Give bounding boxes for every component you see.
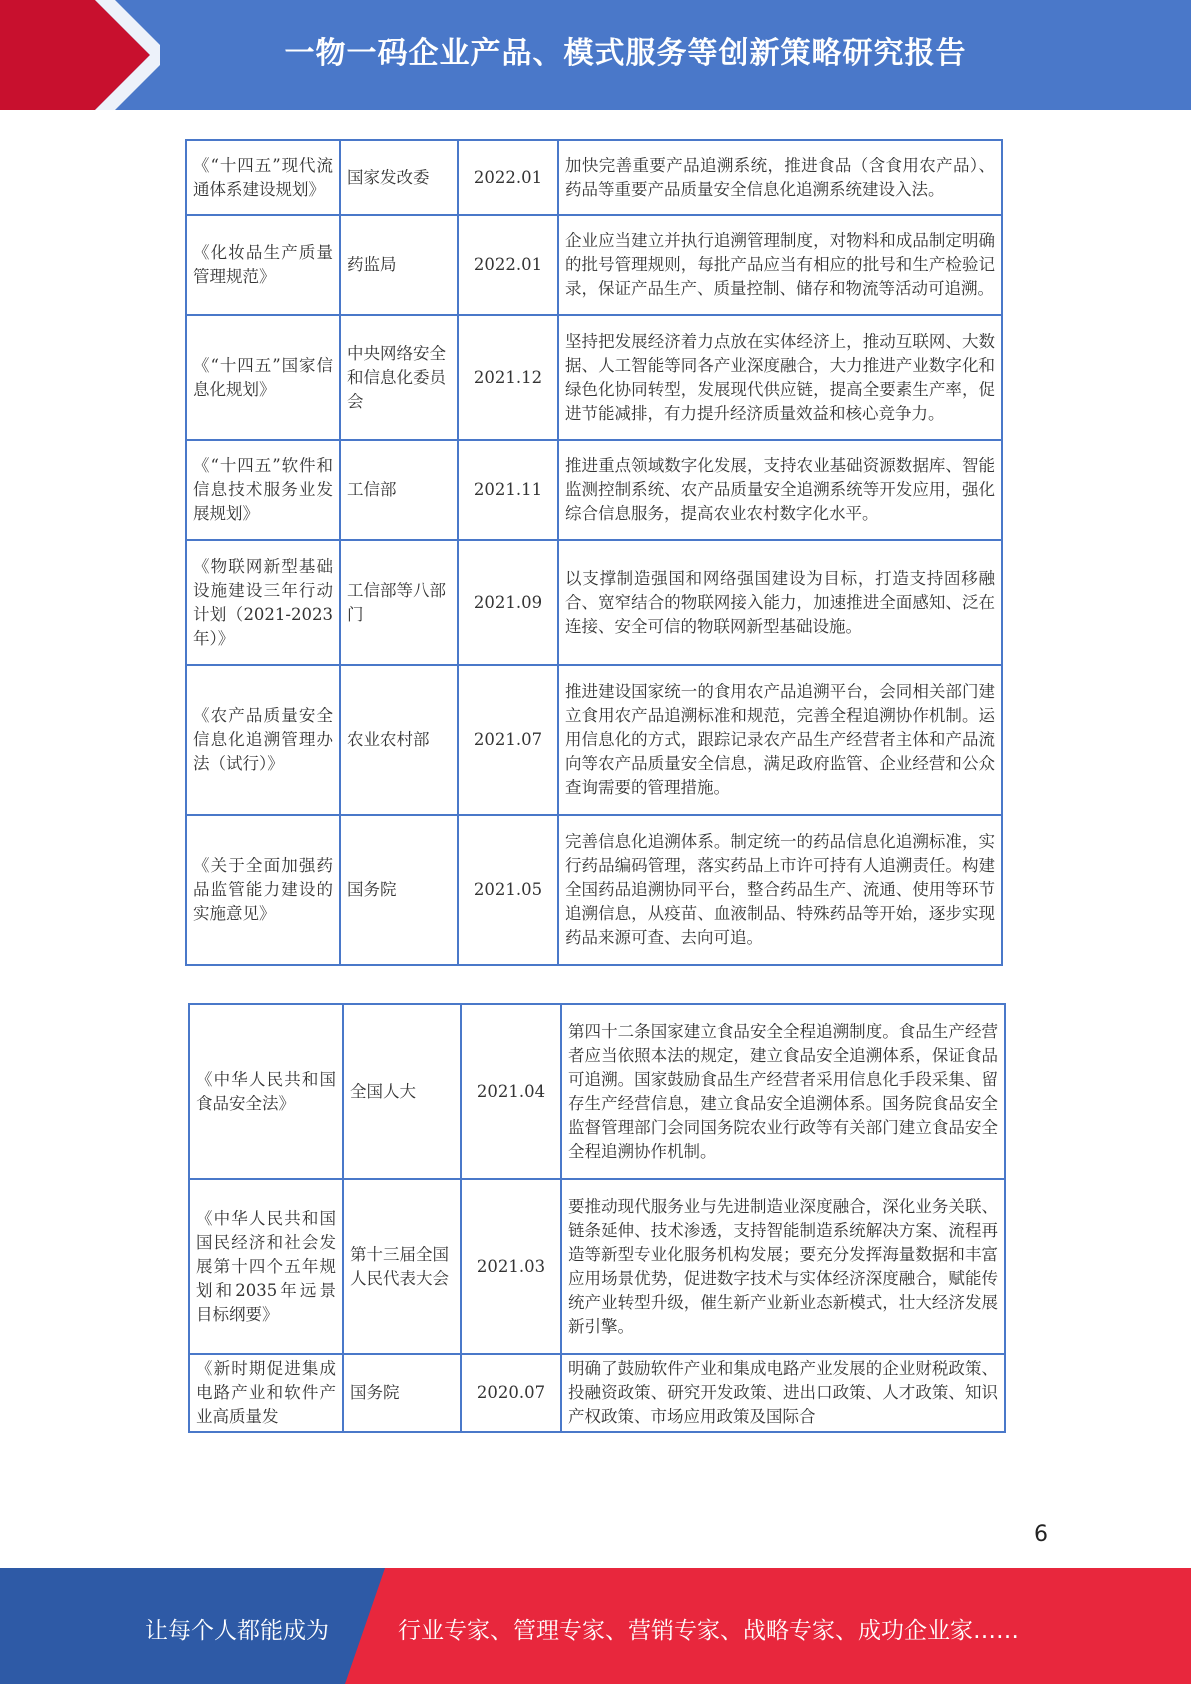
issue-date-cell: 2022.01 (458, 215, 558, 315)
table-row (186, 215, 1002, 315)
table-row (186, 315, 1002, 440)
issuing-dept-cell: 农业农村部 (340, 665, 458, 815)
issuing-dept-cell: 中央网络安全和信息化委员会 (340, 315, 458, 440)
policy-content-cell: 企业应当建立并执行追溯管理制度，对物料和成品制定明确的批号管理规则，每批产品应当有相应的批号和生产检验记录，保证产品生产、质量控制、储存和物流等活动可追溯。 (558, 215, 1002, 315)
table-row (186, 815, 1002, 965)
issue-date-cell: 2021.09 (458, 540, 558, 665)
table-row (189, 1179, 1005, 1354)
policy-content-cell: 完善信息化追溯体系。制定统一的药品信息化追溯标准，实行药品编码管理，落实药品上市许可持有人追溯责任。构建全国药品追溯协同平台，整合药品生产、流通、使用等环节追溯信息，从疫苗、血液制品、特殊药品等开始，逐步实现药品来源可查、去向可追。 (558, 815, 1002, 965)
policy-name-cell: 《“十四五”软件和信息技术服务业发展规划》 (186, 440, 340, 540)
policy-content-cell: 坚持把发展经济着力点放在实体经济上，推动互联网、大数据、人工智能等同各产业深度融合，大力推进产业数字化和绿色化协同转型，发展现代供应链，提高全要素生产率，促进节能减排，有力提升经济质量效益和核心竞争力。 (558, 315, 1002, 440)
policy-name-cell: 《关于全面加强药品监管能力建设的实施意见》 (186, 815, 340, 965)
policy-name-cell: 《“十四五”国家信息化规划》 (186, 315, 340, 440)
issue-date-cell: 2022.01 (458, 140, 558, 215)
issuing-dept-cell: 第十三届全国人民代表大会 (343, 1179, 461, 1354)
issuing-dept-cell: 工信部 (340, 440, 458, 540)
policy-name-cell: 《物联网新型基础设施建设三年行动计划（2021-2023年）》 (186, 540, 340, 665)
policy-content-cell: 推进建设国家统一的食用农产品追溯平台，会同相关部门建立食用农产品追溯标准和规范，完善全程追溯协作机制。运用信息化的方式，跟踪记录农产品生产经营者主体和产品流向等农产品质量安全信息，满足政府监管、企业经营和公众查询需要的管理措施。 (558, 665, 1002, 815)
policy-name-cell: 《中华人民共和国食品安全法》 (189, 1004, 343, 1179)
page-header (0, 0, 1191, 110)
issue-date-cell: 2021.12 (458, 315, 558, 440)
issuing-dept-cell: 全国人大 (343, 1004, 461, 1179)
page-footer (0, 1568, 1191, 1684)
policy-content-cell: 要推动现代服务业与先进制造业深度融合，深化业务关联、链条延伸、技术渗透，支持智能制造系统解决方案、流程再造等新型专业化服务机构发展；要充分发挥海量数据和丰富应用场景优势，促进数字技术与实体经济深度融合，赋能传统产业转型升级，催生新产业新业态新模式，壮大经济发展新引擎。 (561, 1179, 1005, 1354)
policy-content-cell: 加快完善重要产品追溯系统，推进食品（含食用农产品）、药品等重要产品质量安全信息化追溯系统建设入法。 (558, 140, 1002, 215)
page-number: 6 (1034, 1522, 1048, 1547)
issuing-dept-cell: 国务院 (343, 1354, 461, 1432)
policy-name-cell: 《中华人民共和国国民经济和社会发展第十四个五年规划和2035年远景目标纲要》 (189, 1179, 343, 1354)
table-row (189, 1004, 1005, 1179)
policy-content-cell: 推进重点领域数字化发展，支持农业基础资源数据库、智能监测控制系统、农产品质量安全追溯系统等开发应用，强化综合信息服务，提高农业农村数字化水平。 (558, 440, 1002, 540)
footer-slogan-left: 让每个人都能成为 (145, 1618, 329, 1644)
policy-name-cell: 《化妆品生产质量管理规范》 (186, 215, 340, 315)
issue-date-cell: 2021.05 (458, 815, 558, 965)
issuing-dept-cell: 国务院 (340, 815, 458, 965)
footer-slogan-right: 行业专家、管理专家、营销专家、战略专家、成功企业家…… (398, 1618, 1019, 1644)
issuing-dept-cell: 国家发改委 (340, 140, 458, 215)
issue-date-cell: 2021.03 (461, 1179, 561, 1354)
report-title: 一物一码企业产品、模式服务等创新策略研究报告 (284, 36, 967, 71)
table-row (189, 1354, 1005, 1432)
issue-date-cell: 2021.07 (458, 665, 558, 815)
table-row (186, 540, 1002, 665)
issue-date-cell: 2021.04 (461, 1004, 561, 1179)
issuing-dept-cell: 药监局 (340, 215, 458, 315)
table-row (186, 665, 1002, 815)
policy-name-cell: 《“十四五”现代流通体系建设规划》 (186, 140, 340, 215)
table-row (186, 440, 1002, 540)
policy-name-cell: 《新时期促进集成电路产业和软件产业高质量发 (189, 1354, 343, 1432)
policy-content-cell: 以支撑制造强国和网络强国建设为目标，打造支持固移融合、宽窄结合的物联网接入能力，加速推进全面感知、泛在连接、安全可信的物联网新型基础设施。 (558, 540, 1002, 665)
policy-table-2 (188, 1003, 1006, 1433)
policy-content-cell: 明确了鼓励软件产业和集成电路产业发展的企业财税政策、投融资政策、研究开发政策、进出口政策、人才政策、知识产权政策、市场应用政策及国际合 (561, 1354, 1005, 1432)
policy-name-cell: 《农产品质量安全信息化追溯管理办法（试行）》 (186, 665, 340, 815)
issue-date-cell: 2021.11 (458, 440, 558, 540)
table-row (186, 140, 1002, 215)
issuing-dept-cell: 工信部等八部门 (340, 540, 458, 665)
policy-table-1 (185, 139, 1003, 966)
issue-date-cell: 2020.07 (461, 1354, 561, 1432)
policy-content-cell: 第四十二条国家建立食品安全全程追溯制度。食品生产经营者应当依照本法的规定，建立食品安全追溯体系，保证食品可追溯。国家鼓励食品生产经营者采用信息化手段采集、留存生产经营信息，建立食品安全追溯体系。国务院食品安全监督管理部门会同国务院农业行政等有关部门建立食品安全全程追溯协作机制。 (561, 1004, 1005, 1179)
